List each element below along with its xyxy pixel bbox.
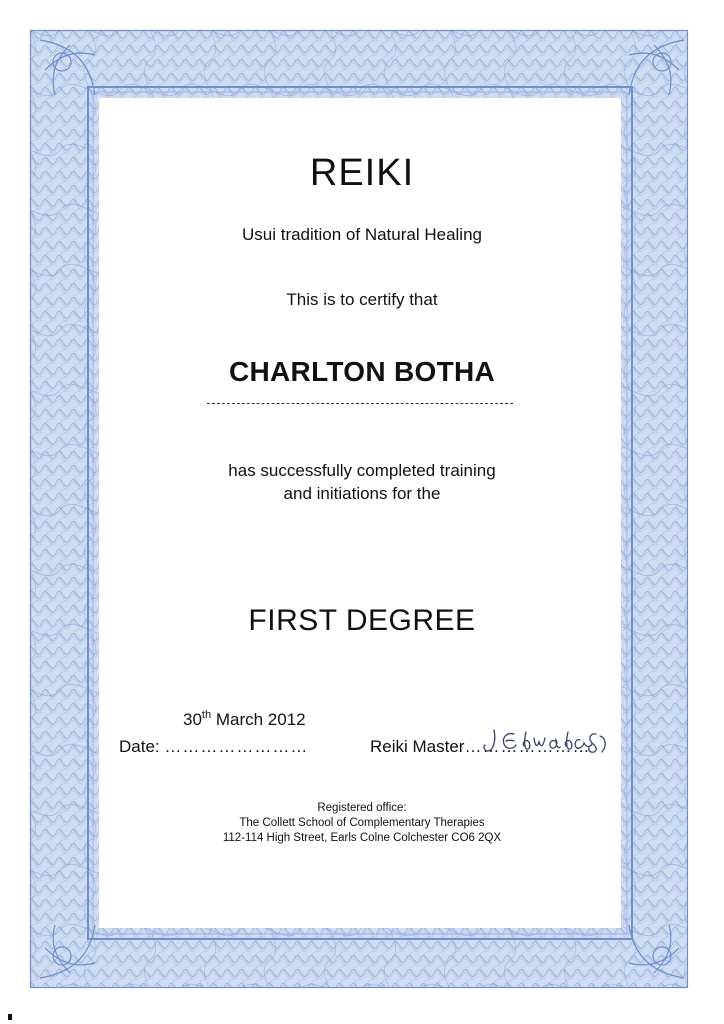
signature — [480, 724, 615, 760]
school-address: 112-114 High Street, Earls Colne Colchester CO6 2QX — [222, 832, 502, 844]
certificate-title: REIKI — [309, 152, 415, 194]
completion-text — [0, 459, 724, 505]
registered-office — [0, 801, 724, 846]
date-suffix: th — [201, 709, 212, 721]
certify-text: This is to certify that — [286, 290, 438, 309]
scan-mark — [8, 1014, 12, 1020]
master-dots: ………………… — [464, 737, 591, 756]
degree-title: FIRST DEGREE — [248, 604, 476, 637]
master-label: Reiki Master — [370, 737, 465, 756]
date-value — [183, 710, 306, 730]
registered-office-heading: Registered office: — [317, 802, 407, 814]
recipient-name: CHARLTON BOTHA — [228, 356, 496, 387]
date-label: Date: — [119, 737, 160, 756]
date-dots: …………………… — [164, 737, 309, 756]
completion-line-1: has successfully completed training — [228, 461, 496, 480]
certificate-subtitle: Usui tradition of Natural Healing — [241, 225, 482, 244]
date-day: 30 — [183, 710, 202, 729]
date-field — [119, 737, 308, 757]
completion-line-2: and initiations for the — [283, 484, 441, 503]
school-name: The Collett School of Complementary Therapies — [239, 817, 485, 829]
name-underline — [207, 403, 513, 404]
date-month-year: March 2012 — [211, 710, 306, 729]
